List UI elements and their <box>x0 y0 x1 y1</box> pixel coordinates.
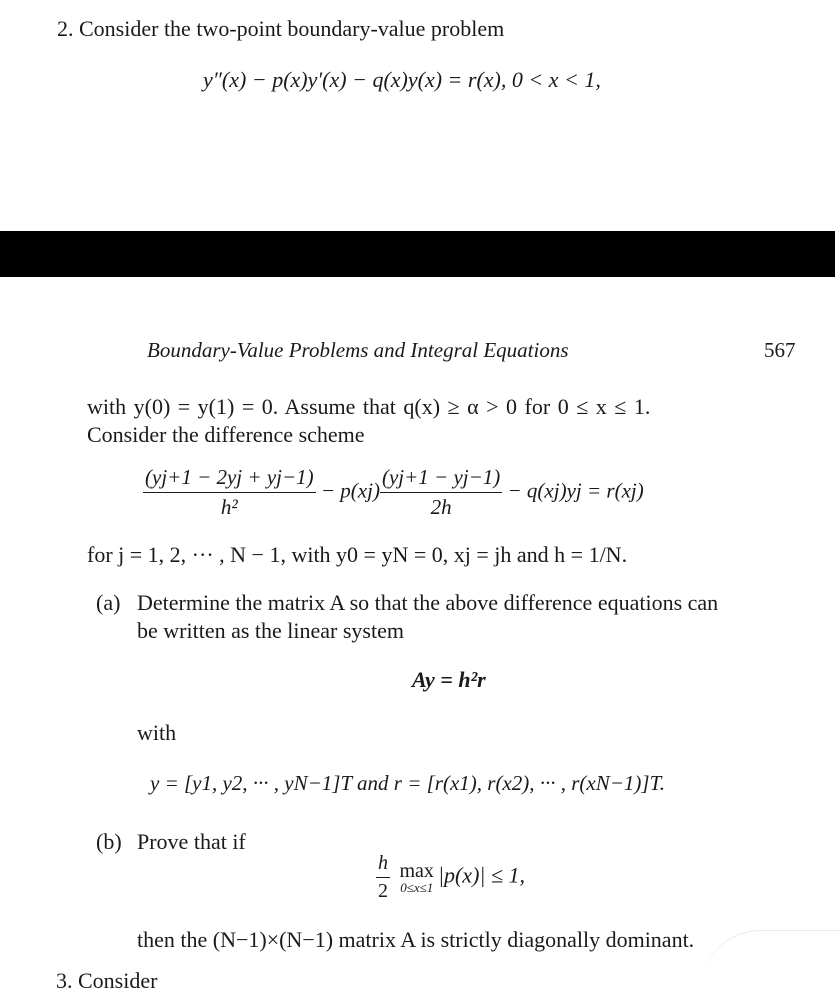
linear-system-equation: Ay = h²r <box>412 667 486 692</box>
max-range: 0≤x≤1 <box>400 879 434 895</box>
scheme-frac1-numerator: (yj+1 − 2yj + yj−1) <box>143 465 316 493</box>
max-operator <box>400 861 434 895</box>
condition-inequality <box>376 852 525 903</box>
difference-scheme <box>143 465 644 520</box>
intro-line-2: Consider the difference scheme <box>87 422 365 447</box>
problem-heading: 2. Consider the two-point boundary-value problem <box>57 16 505 41</box>
intro-line-1: with y(0) = y(1) = 0. Assume that q(x) ≥ α > 0 for 0 ≤ x ≤ 1. <box>87 394 651 419</box>
scheme-frac2-denominator: 2h <box>430 495 452 519</box>
scheme-frac1-denominator: h² <box>220 495 238 519</box>
condition-tail: |p(x)| ≤ 1, <box>437 862 526 888</box>
scheme-tail-term: − q(xj)yj = r(xj) <box>502 478 644 503</box>
scheme-fraction-2 <box>380 465 502 520</box>
scheme-middle-term: − p(xj) <box>315 478 380 503</box>
max-word: max <box>399 859 434 882</box>
part-b-line-1: Prove that if <box>137 829 246 854</box>
condition-numerator: h <box>376 852 390 878</box>
part-a-line-2: be written as the linear system <box>137 618 404 643</box>
index-definition-line: for j = 1, 2, ··· , N − 1, with y0 = yN = 0, xj = jh and h = 1/N. <box>87 542 628 567</box>
with-label: with <box>137 720 177 745</box>
next-problem-text: 3. Consider <box>56 968 158 993</box>
vector-definitions: y = [y1, y2, ··· , yN−1]T and r = [r(x1), r(x2), ··· , r(xN−1)]T. <box>150 771 665 795</box>
scheme-frac2-numerator: (yj+1 − yj−1) <box>380 465 502 493</box>
page-curl-corner <box>700 930 840 991</box>
page-number: 567 <box>764 338 796 362</box>
next-problem-cutoff <box>56 968 176 993</box>
part-a-line-1: Determine the matrix A so that the above difference equations can <box>137 590 719 615</box>
condition-denominator: 2 <box>378 880 388 902</box>
condition-fraction <box>376 852 390 903</box>
part-b-conclusion: then the (N−1)×(N−1) matrix A is strictly diagonally dominant. <box>137 927 695 952</box>
ode-equation: y″(x) − p(x)y′(x) − q(x)y(x) = r(x), 0 < x < 1, <box>203 67 601 92</box>
black-separator-band <box>0 231 835 277</box>
part-a-label: (a) <box>96 590 121 615</box>
running-header-title: Boundary-Value Problems and Integral Equations <box>147 338 569 362</box>
scheme-fraction-1 <box>143 465 316 520</box>
part-b-label: (b) <box>96 829 122 854</box>
